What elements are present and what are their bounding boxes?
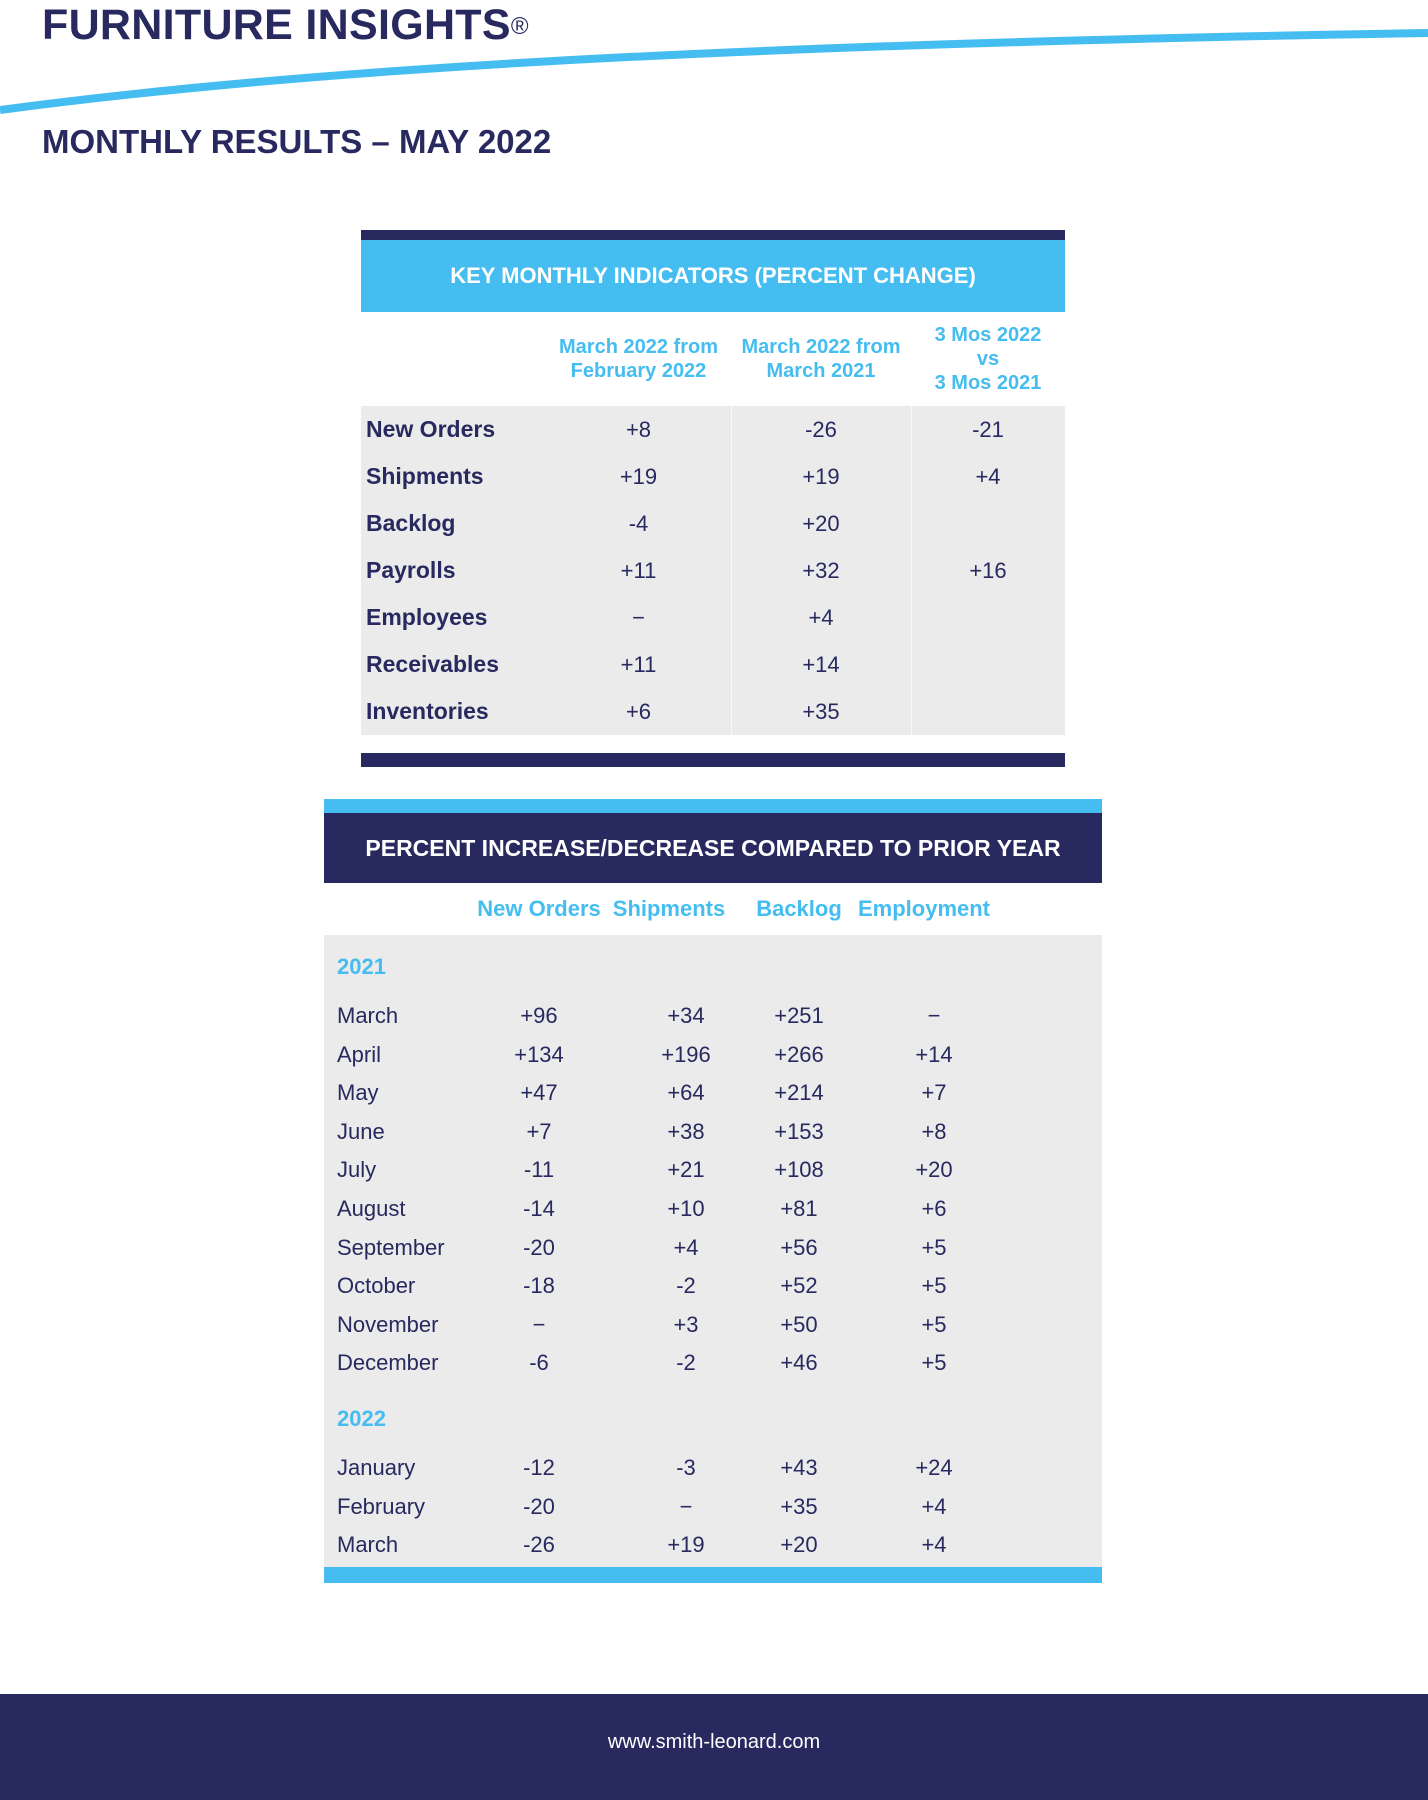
table-cell: − — [532, 1311, 546, 1337]
row-label: Shipments — [366, 463, 484, 489]
prior-year-title: PERCENT INCREASE/DECREASE COMPARED TO PRIOR YEAR — [324, 813, 1102, 883]
table-cell: +47 — [520, 1080, 558, 1106]
row-label: Employees — [366, 604, 488, 630]
table-cell: +4 — [921, 1493, 947, 1519]
table-cell: +20 — [802, 511, 840, 536]
row-label: Payrolls — [366, 557, 456, 583]
table-cell: -11 — [523, 1157, 555, 1183]
table-cell: +20 — [915, 1157, 953, 1183]
table-cell: +35 — [780, 1493, 818, 1519]
column-header: New Orders — [477, 896, 601, 921]
table-row — [324, 1526, 1102, 1565]
table-top-bar — [361, 230, 1065, 240]
month-label: March — [337, 1532, 399, 1558]
table-cell: -12 — [523, 1454, 555, 1480]
prior-year-table — [324, 799, 1102, 1583]
table-cell: -2 — [676, 1350, 696, 1376]
table-cell: +6 — [625, 699, 652, 724]
row-label: Backlog — [366, 510, 456, 536]
footer-url[interactable]: www.smith-leonard.com — [607, 1731, 821, 1753]
table-cell: -4 — [628, 511, 649, 536]
table-row — [324, 1488, 1102, 1527]
column-header: Employment — [857, 896, 991, 921]
table-cell: +16 — [969, 558, 1007, 583]
table-row — [324, 1151, 1102, 1190]
table-cell: -18 — [523, 1273, 555, 1299]
table-row — [324, 1036, 1102, 1075]
table-row — [324, 1267, 1102, 1306]
table-row — [324, 1344, 1102, 1383]
table-cell: +7 — [526, 1118, 552, 1144]
table-cell: +38 — [667, 1118, 705, 1144]
table-row — [361, 500, 1065, 547]
table-cell: +5 — [921, 1273, 947, 1299]
footer — [0, 1694, 1428, 1800]
table-top-bar — [324, 799, 1102, 813]
table-cell: +6 — [921, 1195, 947, 1221]
table-cell: +20 — [780, 1532, 818, 1558]
table-cell: − — [927, 1003, 941, 1028]
table-cell: +214 — [774, 1080, 824, 1106]
table-cell: +4 — [808, 605, 834, 630]
table-row — [324, 1229, 1102, 1268]
table-row — [361, 406, 1065, 453]
table-cell: +32 — [802, 558, 840, 583]
table-cell: -6 — [529, 1350, 549, 1376]
month-label: October — [337, 1273, 416, 1299]
table-cell: +7 — [921, 1080, 947, 1106]
table-row — [361, 594, 1065, 641]
table-cell: − — [632, 605, 645, 630]
month-label: May — [337, 1080, 379, 1106]
table-cell: -20 — [523, 1234, 555, 1260]
table-cell: -26 — [805, 417, 837, 442]
table-cell: +8 — [625, 417, 652, 442]
table-row — [361, 453, 1065, 500]
year-heading: 2022 — [337, 1405, 386, 1431]
table-cell: +5 — [921, 1234, 947, 1260]
table-cell: +153 — [774, 1118, 824, 1144]
table-row — [324, 1190, 1102, 1229]
table-cell: +11 — [620, 652, 657, 677]
table-cell: +134 — [514, 1041, 564, 1067]
table-cell: -21 — [972, 417, 1004, 442]
month-label: September — [337, 1234, 445, 1260]
row-label: Inventories — [366, 698, 489, 724]
table-row — [324, 1449, 1102, 1488]
group-gap — [324, 1383, 1102, 1397]
table-cell: +108 — [774, 1157, 824, 1183]
table-cell: -2 — [676, 1273, 696, 1299]
table-row — [361, 688, 1065, 735]
table-cell: +266 — [774, 1041, 824, 1067]
table-bottom-bar — [324, 1567, 1102, 1583]
month-label: March — [337, 1003, 399, 1028]
table-cell: +196 — [661, 1041, 711, 1067]
table-row — [361, 641, 1065, 688]
table-cell: -20 — [523, 1493, 555, 1519]
table-cell: +4 — [673, 1234, 699, 1260]
table-cell: +50 — [780, 1311, 818, 1337]
table-cell: +56 — [780, 1234, 818, 1260]
column-header: March 2022 from February 2022 — [559, 336, 718, 382]
table-cell: +8 — [921, 1118, 947, 1144]
month-label: December — [337, 1350, 439, 1376]
column-header: March 2022 from March 2021 — [741, 336, 901, 382]
table-cell: +35 — [802, 699, 840, 724]
key-indicators-body — [361, 406, 1065, 735]
table-cell: +4 — [975, 464, 1001, 489]
table-row — [361, 547, 1065, 594]
table-cell: -14 — [523, 1195, 555, 1221]
prior-year-body — [324, 935, 1102, 1567]
key-indicators-table — [361, 230, 1065, 767]
table-cell: +46 — [780, 1350, 818, 1376]
column-header: 3 Mos 2022 vs 3 Mos 2021 — [934, 324, 1042, 394]
month-label: January — [337, 1454, 416, 1480]
table-row — [324, 1074, 1102, 1113]
month-label: July — [337, 1157, 377, 1183]
brand-title — [42, 0, 529, 50]
table-cell: +14 — [915, 1041, 953, 1067]
column-header: Backlog — [756, 896, 842, 921]
table-cell: +251 — [774, 1003, 824, 1028]
table-cell: +96 — [520, 1003, 558, 1028]
year-heading: 2021 — [337, 954, 386, 979]
table-cell: +4 — [921, 1532, 947, 1558]
column-header: Shipments — [612, 896, 726, 921]
prior-year-column-headers — [324, 883, 1102, 935]
table-cell — [911, 500, 1065, 547]
table-cell: +81 — [780, 1195, 818, 1221]
table-cell: +64 — [667, 1080, 705, 1106]
key-indicators-title: KEY MONTHLY INDICATORS (PERCENT CHANGE) — [361, 240, 1065, 312]
table-cell: +19 — [667, 1532, 705, 1558]
table-bottom-bar — [361, 753, 1065, 767]
table-cell: -26 — [523, 1532, 555, 1558]
table-cell: +14 — [802, 652, 840, 677]
table-cell: -3 — [676, 1454, 696, 1480]
registered-mark: ® — [510, 13, 529, 40]
month-label: August — [337, 1195, 406, 1221]
brand-name: FURNITURE INSIGHTS — [42, 1, 511, 49]
key-indicators-column-headers — [361, 312, 1065, 406]
table-cell: +24 — [915, 1454, 953, 1480]
table-cell — [911, 688, 1065, 735]
table-cell: − — [679, 1493, 693, 1519]
row-label: New Orders — [366, 416, 496, 442]
row-label: Receivables — [366, 651, 499, 677]
table-cell: +19 — [802, 464, 840, 489]
month-label: February — [337, 1493, 426, 1519]
table-row — [324, 997, 1102, 1036]
table-row — [324, 1113, 1102, 1152]
table-cell — [911, 594, 1065, 641]
table-cell: +3 — [673, 1311, 699, 1337]
table-cell: +21 — [667, 1157, 705, 1183]
table-cell: +43 — [780, 1454, 818, 1480]
table-cell: +5 — [921, 1311, 947, 1337]
table-cell: +11 — [620, 558, 657, 583]
table-cell: +19 — [619, 464, 658, 489]
table-cell: +10 — [667, 1195, 705, 1221]
table-cell: +5 — [921, 1350, 947, 1376]
table-cell: +52 — [780, 1273, 818, 1299]
month-label: April — [337, 1041, 382, 1067]
table-row — [324, 1306, 1102, 1345]
table-cell — [911, 641, 1065, 688]
page-title: MONTHLY RESULTS – MAY 2022 — [42, 123, 552, 160]
month-label: June — [337, 1118, 385, 1144]
table-cell: +34 — [667, 1003, 705, 1028]
month-label: November — [337, 1311, 439, 1337]
